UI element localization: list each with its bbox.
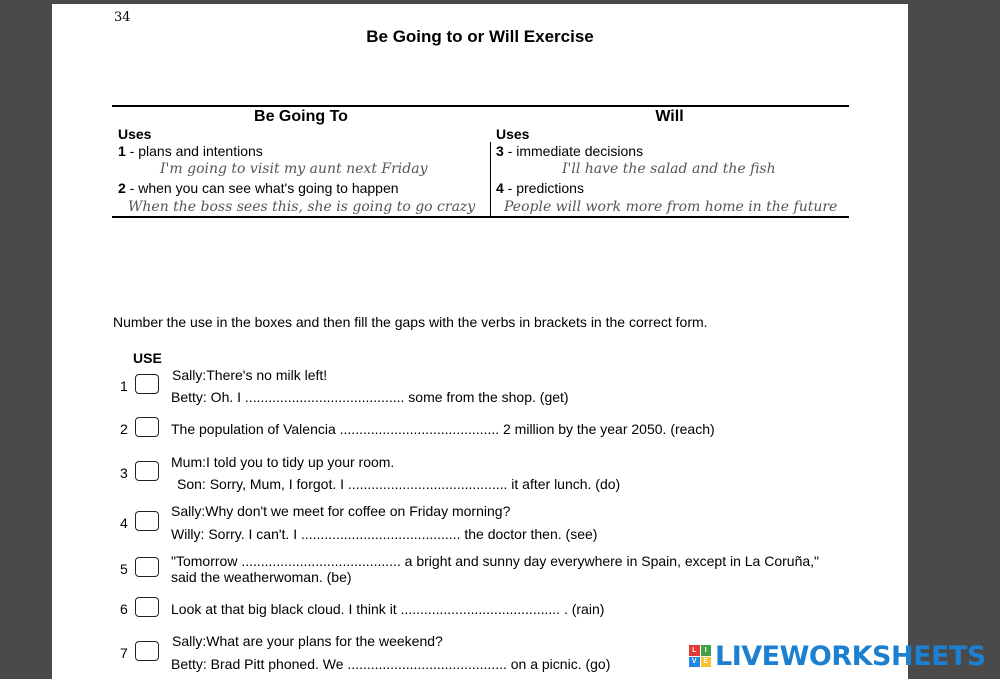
worksheet-page <box>52 4 986 679</box>
question-line: "Tomorrow ......................................... a bright and sunny day everywhere in Spain, except in La Coruña," <box>171 553 820 569</box>
use-1: 1 - plans and intentions <box>118 143 263 159</box>
use-answer-box-2[interactable] <box>135 417 159 437</box>
use-answer-box-7[interactable] <box>135 641 159 661</box>
table-bottom-rule <box>112 216 849 218</box>
use-answer-box-5[interactable] <box>135 557 159 577</box>
use-1-example: I'm going to visit my aunt next Friday <box>160 161 428 177</box>
question-line: Betty: Brad Pitt phoned. We ......................................... on a picnic. (go) <box>171 656 611 672</box>
question-number: 4 <box>120 515 128 531</box>
be-going-to-heading: Be Going To <box>254 108 348 125</box>
use-2-example: When the boss sees this, she is going to go crazy <box>128 199 476 215</box>
question-number: 2 <box>120 421 128 437</box>
use-answer-box-4[interactable] <box>135 511 159 531</box>
question-number: 1 <box>120 378 128 394</box>
use-answer-box-1[interactable] <box>135 374 159 394</box>
question-line: The population of Valencia ......................................... 2 million by the year 2050. (reach) <box>171 421 715 437</box>
question-line: Look at that big black cloud. I think it ......................................... . (rain) <box>171 601 605 617</box>
question-number: 7 <box>120 645 128 661</box>
question-line: Mum:I told you to tidy up your room. <box>171 454 395 470</box>
question-line: Sally:There's no milk left! <box>172 367 328 383</box>
question-line: said the weatherwoman. (be) <box>171 569 352 585</box>
use-4: 4 - predictions <box>496 180 584 196</box>
liveworksheets-icon: L I V E <box>689 645 711 667</box>
use-answer-box-3[interactable] <box>135 461 159 481</box>
use-answer-box-6[interactable] <box>135 597 159 617</box>
liveworksheets-logo <box>689 641 986 671</box>
use-2: 2 - when you can see what's going to happen <box>118 180 399 196</box>
question-number: 6 <box>120 601 128 617</box>
will-heading: Will <box>655 108 684 125</box>
use-4-example: People will work more from home in the future <box>504 199 838 215</box>
question-line: Willy: Sorry. I can't. I ......................................... the doctor then. (see) <box>171 526 598 542</box>
right-uses-label: Uses <box>496 126 530 142</box>
question-line: Sally:Why don't we meet for coffee on Friday morning? <box>171 503 511 519</box>
table-divider <box>490 142 491 217</box>
question-number: 5 <box>120 561 128 577</box>
table-top-rule <box>112 105 849 107</box>
page-number: 34 <box>114 10 131 25</box>
question-line: Sally:What are your plans for the weekend? <box>172 633 443 649</box>
question-number: 3 <box>120 465 128 481</box>
logo-text: LIVEWORKSHEETS <box>715 640 986 672</box>
left-uses-label: Uses <box>118 126 152 142</box>
use-3: 3 - immediate decisions <box>496 143 644 159</box>
question-line: Betty: Oh. I ......................................... some from the shop. (get) <box>171 389 569 405</box>
use-3-example: I'll have the salad and the fish <box>562 161 776 177</box>
page-title: Be Going to or Will Exercise <box>366 27 594 46</box>
use-column-heading: USE <box>133 350 162 366</box>
instructions: Number the use in the boxes and then fill the gaps with the verbs in brackets in the correct form. <box>113 314 708 330</box>
question-line: Son: Sorry, Mum, I forgot. I ......................................... it after lunch. (do) <box>177 476 621 492</box>
